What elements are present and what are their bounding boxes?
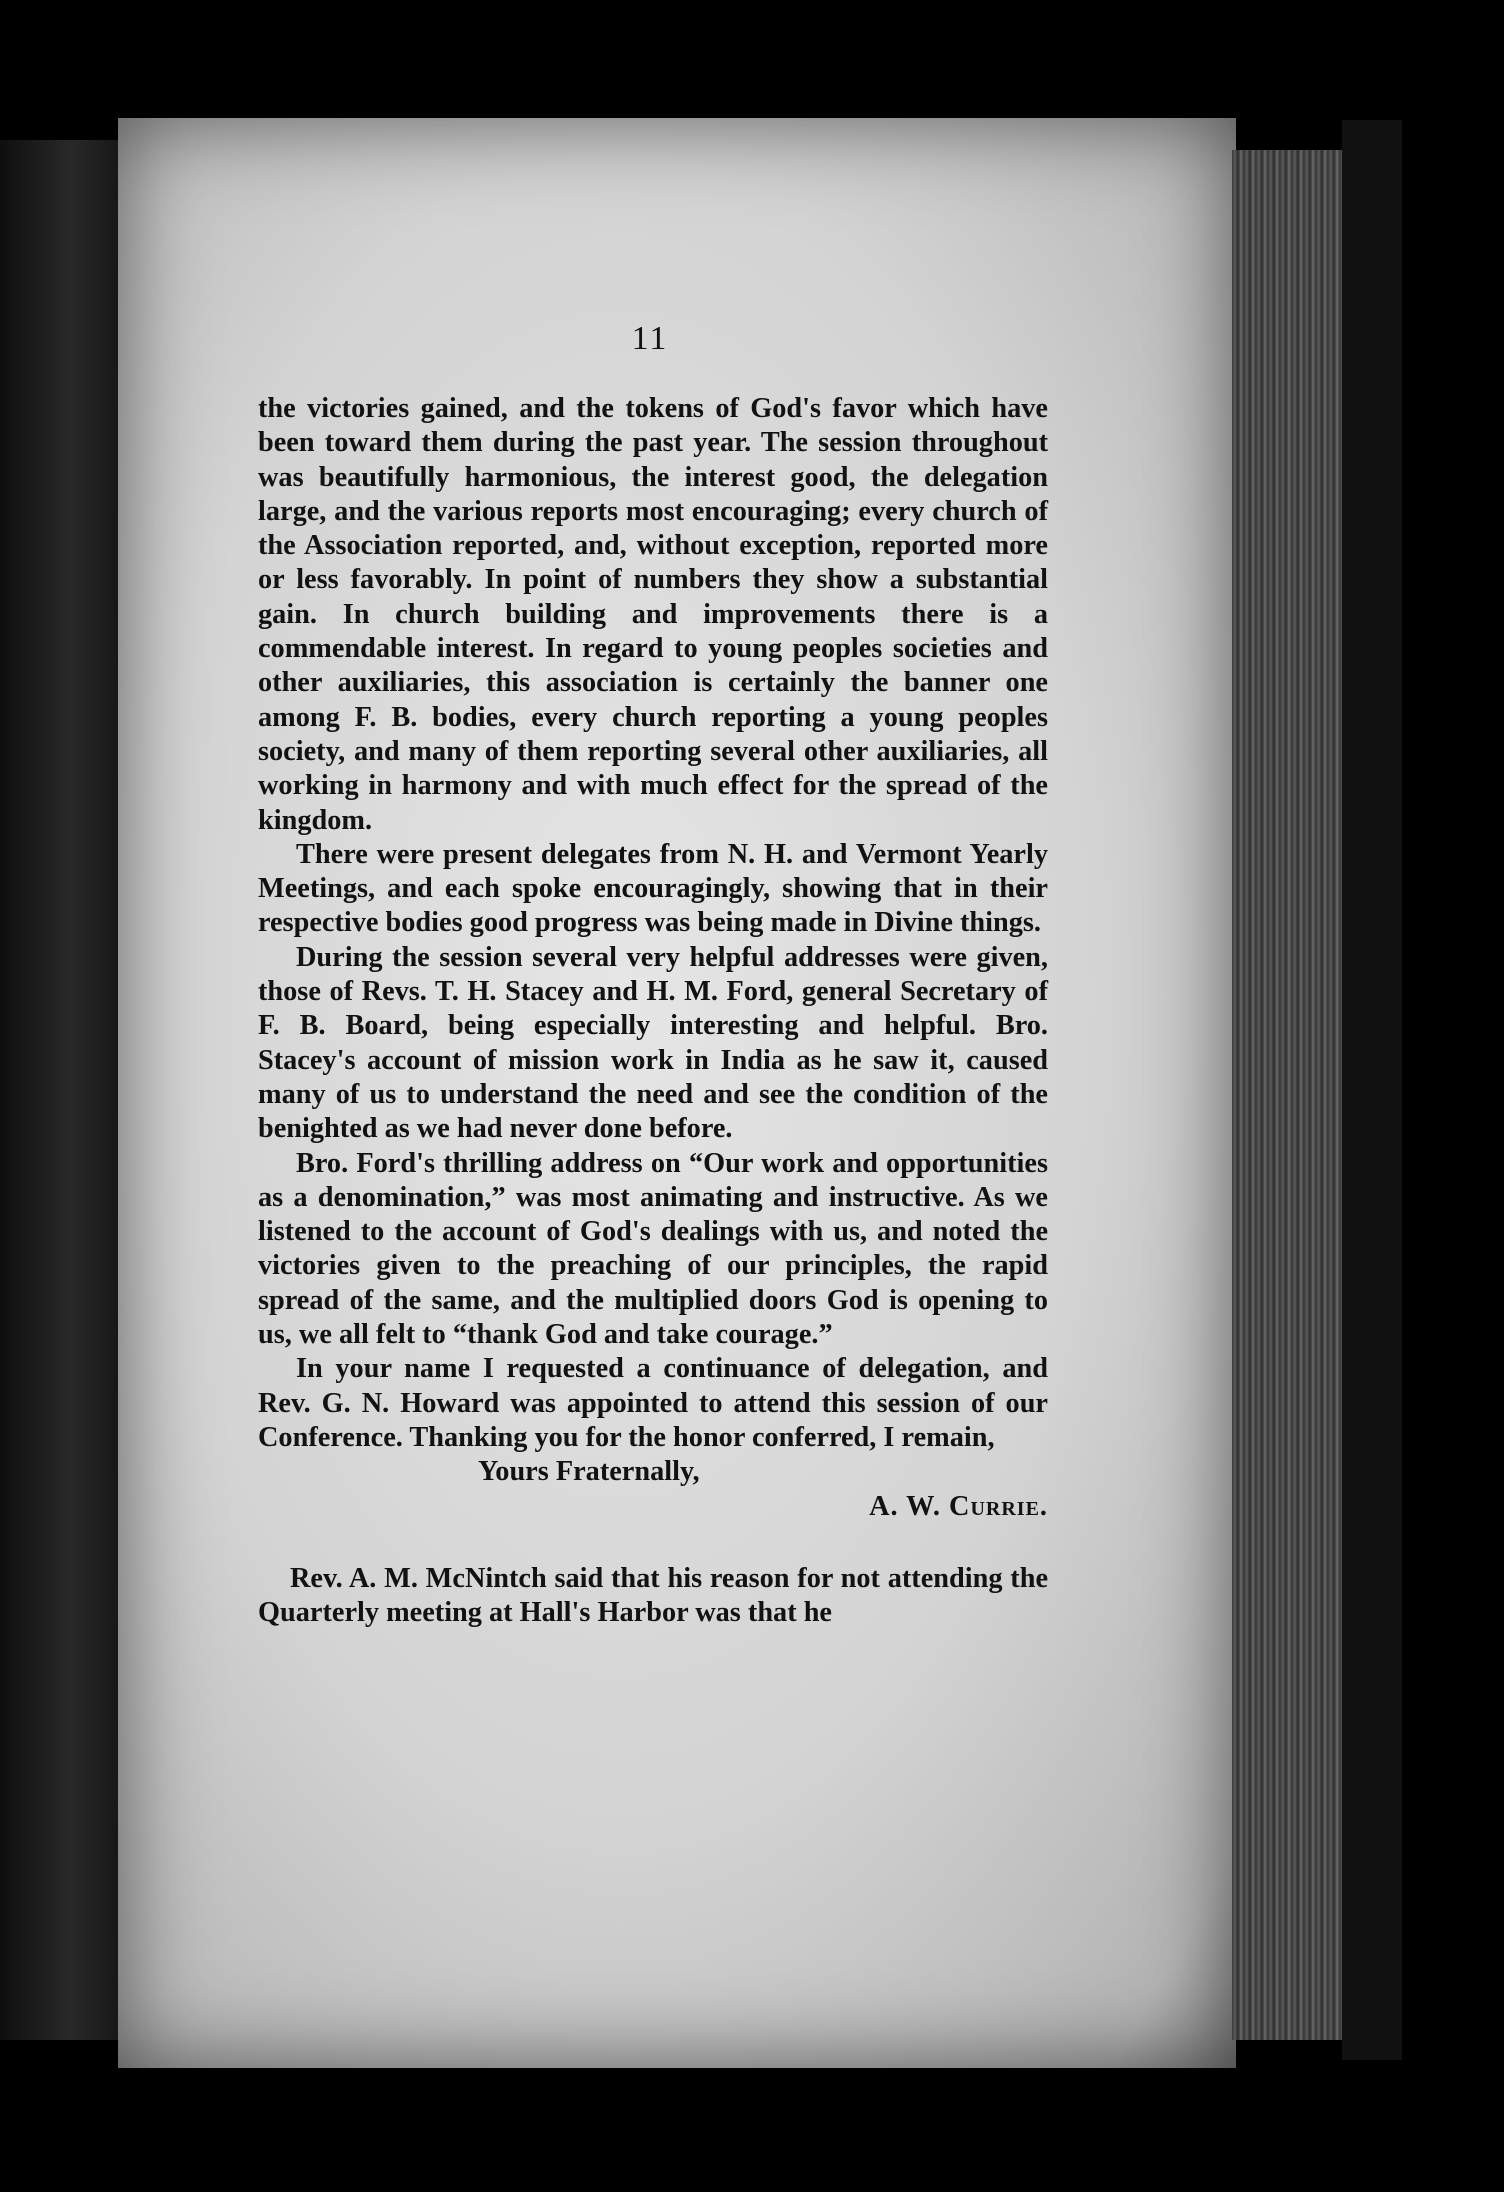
left-page-edge xyxy=(0,140,118,2040)
section-spacer xyxy=(258,1524,1048,1562)
paragraph-delegation-request: In your name I requested a continuance of delegation, and Rev. G. N. Howard was appointed to attend this session of our Conference. Thanking you for the honor conferred, I remain, xyxy=(258,1353,1048,1453)
body-text xyxy=(258,392,1048,1630)
letter-signature xyxy=(258,1490,1048,1524)
page-stack-edge xyxy=(1232,150,1342,2040)
paragraph-addresses: During the session several very helpful addresses were given, those of Revs. T. H. Stacey and H. M. Ford, general Secretary of F. B. Board, being especially interesting and helpful. Bro. Stacey's account of mission work in India as he saw it, caused many of us to understand the need and see the condition of the benighted as we had never done before. xyxy=(258,941,1048,1145)
paragraph-continuation: the victories gained, and the tokens of God's favor which have been toward them during the past year. The session throughout was beautifully harmonious, the interest good, the delegation large, and the various reports most encouraging; every church of the Association reported, and, without exception, reported more or less favorably. In point of numbers they show a substantial gain. In church building and improvements there is a commendable interest. In regard to young peoples societies and other auxiliaries, this association is certainly the banner one among F. B. bodies, every church reporting a young peoples society, and many of them reporting several other auxiliaries, all working in harmony and with much effect for the spread of the kingdom. xyxy=(258,393,1048,836)
signature-name: A. W. Currie. xyxy=(869,1490,1048,1522)
letter-closing: Yours Fraternally, xyxy=(478,1456,700,1488)
paragraph-ford-address: Bro. Ford's thrilling address on “Our work and opportunities as a denomination,” was most animating and instructive. As we listened to the account of God's dealings with us, and noted the victories given to the preaching of our principles, the rapid spread of the same, and the multiplied doors God is opening to us, we all felt to “thank God and take courage.” xyxy=(258,1147,1048,1351)
book-cover-edge xyxy=(1342,120,1402,2060)
paragraph-mcnintch: Rev. A. M. McNintch said that his reason for not attending the Quarterly meeting at Hall's Harbor was that he xyxy=(258,1562,1048,1629)
page-number: 11 xyxy=(631,320,669,357)
paragraph-delegates: There were present delegates from N. H. and Vermont Yearly Meetings, and each spoke encouragingly, showing that in their respective bodies good progress was being made in Divine things. xyxy=(258,838,1048,939)
